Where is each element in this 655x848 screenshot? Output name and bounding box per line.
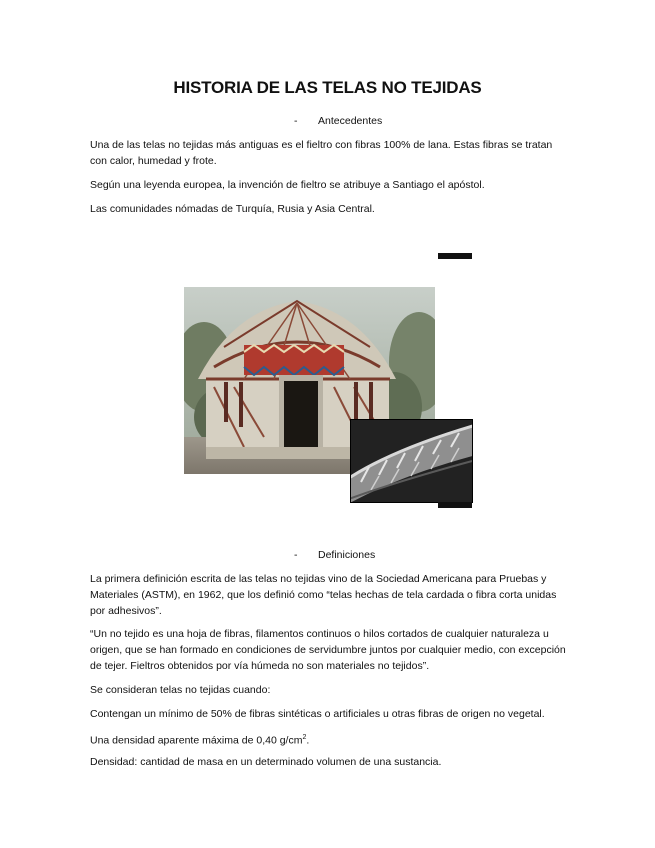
black-bar-top [438,253,472,259]
section-heading-definiciones [294,549,375,561]
black-bar-bottom [438,502,472,508]
paragraph: Una de las telas no tejidas más antiguas es el fieltro con fibras 100% de lana. Estas fibras se tratan con calor, humedad y frote. [90,139,553,167]
document-title: HISTORIA DE LAS TELAS NO TEJIDAS [173,78,482,97]
fiber-illustration [351,420,472,502]
section-dash: - [294,549,298,561]
wool-fiber-micrograph [350,419,473,503]
density-paragraph [90,730,568,749]
paragraph: Se consideran telas no tejidas cuando: [90,684,271,696]
section-heading-text: Definiciones [318,549,376,561]
section-heading-text: Antecedentes [318,115,383,127]
paragraph: “Un no tejido es una hoja de fibras, filamentos continuos o hilos cortados de cualquier naturaleza u origen, que se han formado en condiciones de servidumbre juntos por cualquier medio, con excepción de tejer. Fieltros obtenidos por vía húmeda no son materiales no tejidos”. [90,628,566,672]
paragraph: Densidad: cantidad de masa en un determinado volumen de una sustancia. [90,756,442,768]
section-heading-antecedentes [294,115,382,127]
paragraph: Contengan un mínimo de 50% de fibras sintéticas o artificiales u otras fibras de origen no vegetal. [90,708,545,720]
paragraph: Las comunidades nómadas de Turquía, Rusia y Asia Central. [90,203,375,215]
density-exponent: 2 [302,734,307,741]
section-dash: - [294,115,298,127]
paragraph: La primera definición escrita de las telas no tejidas vino de la Sociedad Americana para Pruebas y Materiales (ASTM), en 1962, que los definió como “telas hechas de tela cardada o fibra corta unidas por adhesivos”. [90,573,557,617]
density-suffix: . [306,734,310,747]
paragraph: Según una leyenda europea, la invención de fieltro se atribuye a Santiago el apóstol. [90,179,485,191]
density-text: Una densidad aparente máxima de 0,40 g/cm [90,734,303,747]
